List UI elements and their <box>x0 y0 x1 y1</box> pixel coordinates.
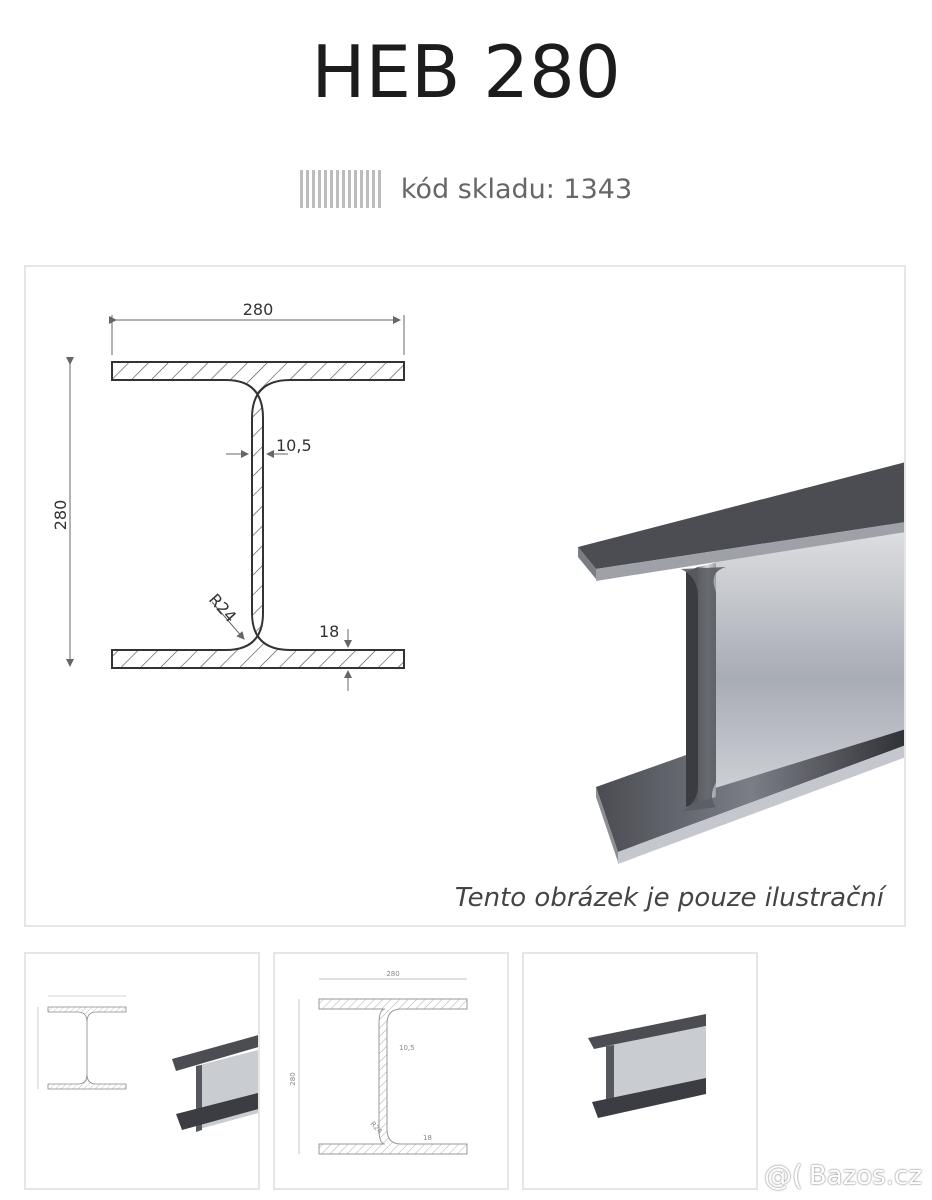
thumbnail-3[interactable] <box>522 952 758 1190</box>
thumb-dim-width: 280 <box>386 970 400 978</box>
dim-height-label: 280 <box>51 499 70 531</box>
dim-width-label: 280 <box>242 300 274 319</box>
thumb-dim-radius: R24 <box>368 1119 384 1136</box>
main-product-image[interactable] <box>24 265 906 927</box>
dim-radius-label: R24 <box>205 589 241 627</box>
thumbnail-drawing-and-beam <box>26 954 260 1190</box>
at-logo-icon: @( <box>763 1159 803 1192</box>
thumbnail-drawing <box>275 954 509 1190</box>
stock-code: kód skladu: 1343 <box>400 173 633 205</box>
page-title: HEB 280 <box>311 30 621 114</box>
thumb-dim-height: 280 <box>289 1072 297 1086</box>
thumb-dim-flange: 18 <box>423 1134 432 1142</box>
thumbnail-1[interactable] <box>24 952 260 1190</box>
beam-section-outline <box>112 362 404 668</box>
beam-section-drawing <box>26 267 906 927</box>
thumbnail-beam <box>524 954 758 1190</box>
bazos-watermark <box>764 1159 922 1192</box>
steel-beam-3d <box>578 462 906 864</box>
barcode-icon <box>300 170 381 208</box>
illustration-caption: Tento obrázek je pouze ilustrační <box>454 883 884 913</box>
dim-flange-label: 18 <box>319 622 340 641</box>
dim-web-label: 10,5 <box>276 436 312 455</box>
watermark-text: Bazos.cz <box>808 1160 922 1191</box>
thumb-dim-web: 10,5 <box>399 1044 415 1052</box>
thumbnail-2[interactable] <box>273 952 509 1190</box>
stock-code-row <box>0 170 932 208</box>
